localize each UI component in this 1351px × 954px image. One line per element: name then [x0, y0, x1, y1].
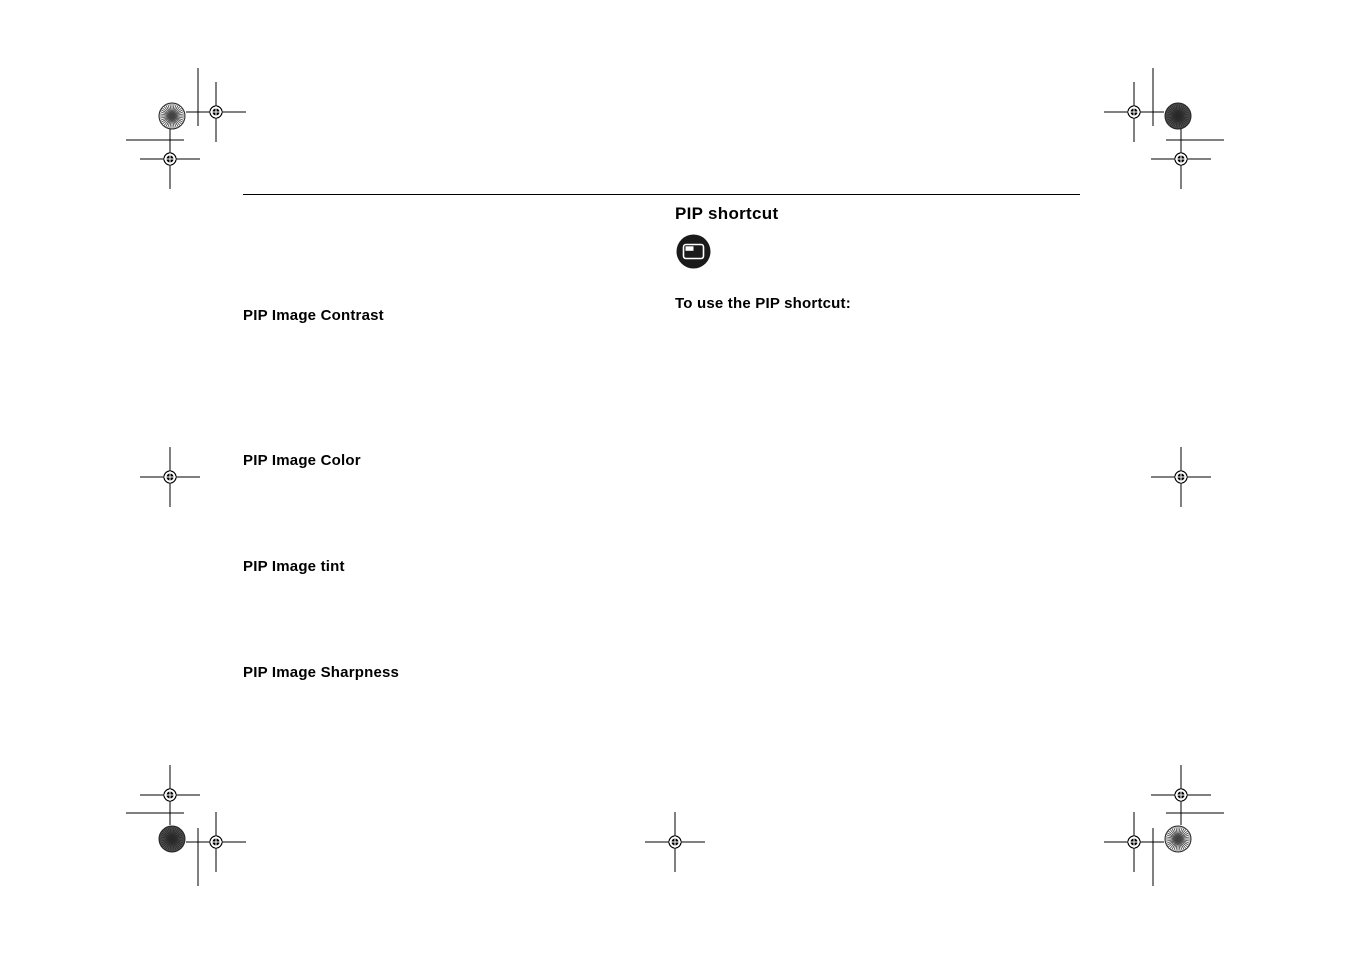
- registration-target-icon: [140, 129, 200, 189]
- tint-heading: PIP Image tint: [243, 558, 345, 575]
- registration-target-icon: [140, 765, 200, 825]
- color-bar-starburst-icon: [1165, 103, 1191, 129]
- color-bar-starburst-icon: [159, 826, 185, 852]
- color-heading: PIP Image Color: [243, 452, 361, 469]
- header-rule: [243, 194, 1080, 195]
- procedure-heading: To use the PIP shortcut:: [675, 295, 851, 312]
- registration-target-icon: [1151, 765, 1211, 825]
- registration-target-icon: [186, 812, 246, 872]
- color-bar-starburst-icon: [159, 103, 185, 129]
- sharpness-heading: PIP Image Sharpness: [243, 664, 400, 681]
- pip-button-icon: [676, 234, 711, 269]
- color-bar-starburst-icon: [1165, 826, 1191, 852]
- registration-target-icon: [140, 447, 200, 507]
- contrast-heading: PIP Image Contrast: [243, 307, 384, 324]
- registration-target-icon: [1151, 447, 1211, 507]
- section-title: PIP shortcut: [675, 204, 779, 223]
- registration-target-icon: [1151, 129, 1211, 189]
- registration-target-icon: [186, 82, 246, 142]
- registration-target-icon: [1104, 82, 1164, 142]
- registration-target-icon: [645, 812, 705, 872]
- registration-target-icon: [1104, 812, 1164, 872]
